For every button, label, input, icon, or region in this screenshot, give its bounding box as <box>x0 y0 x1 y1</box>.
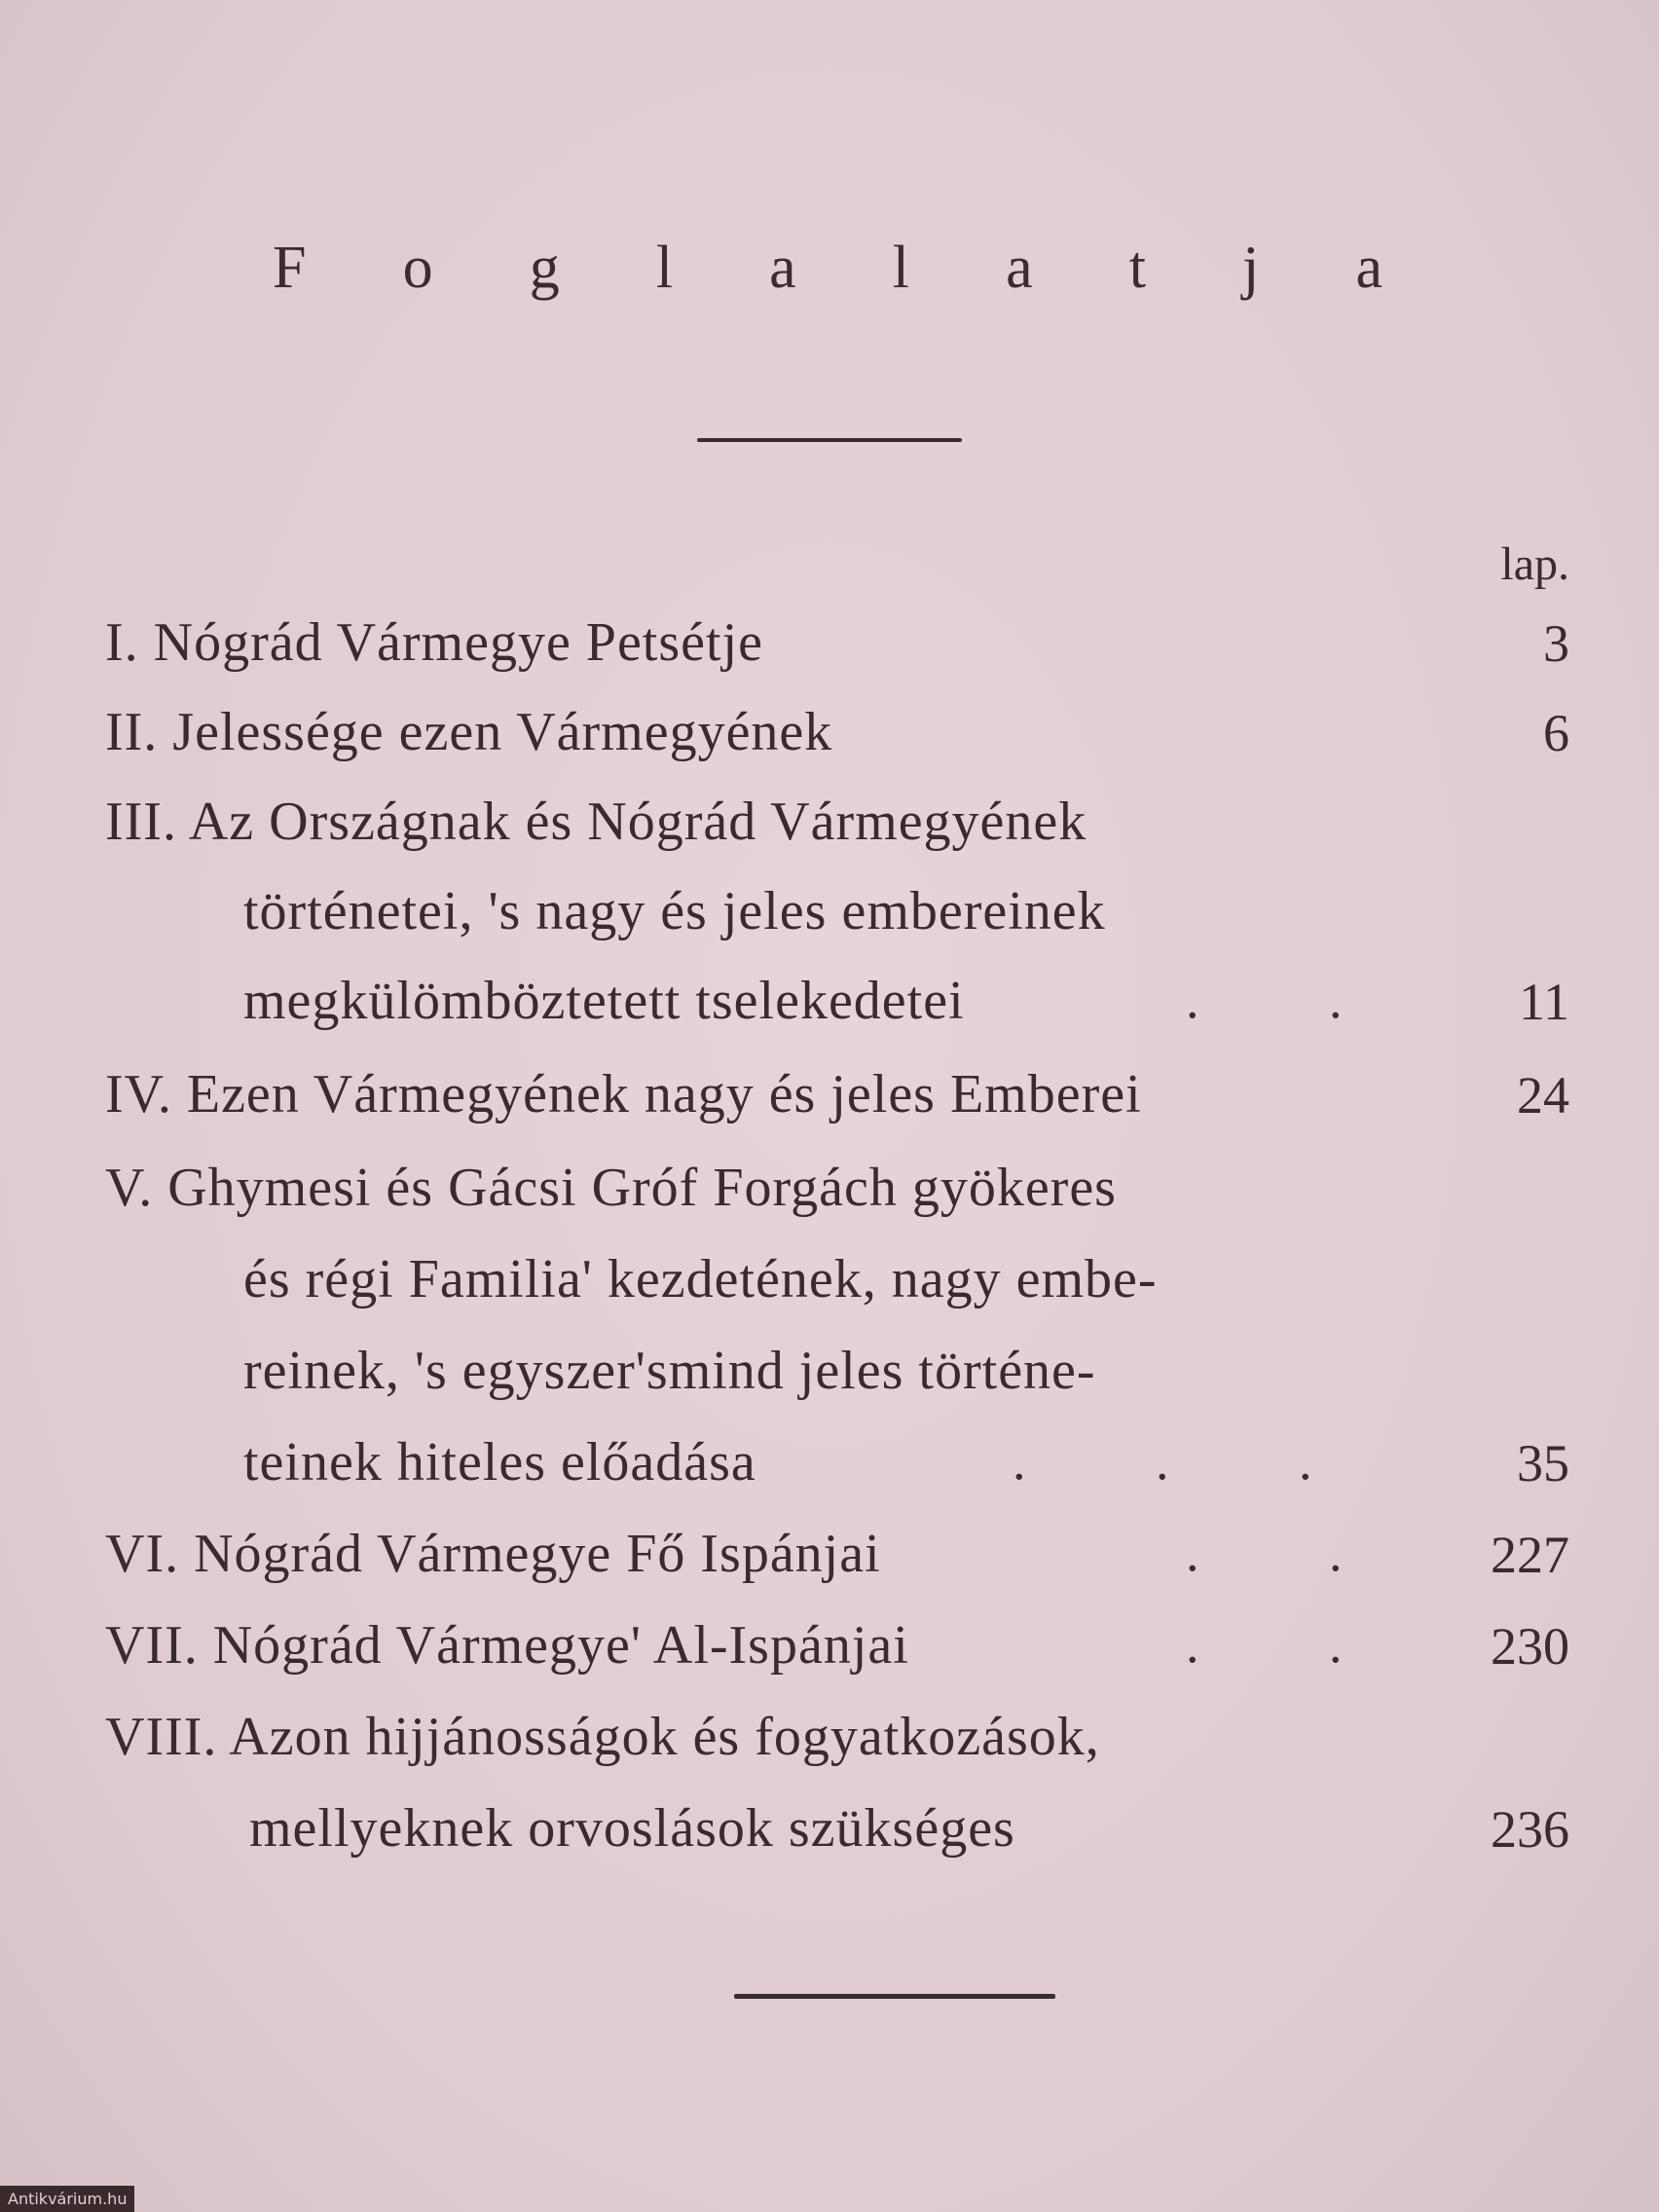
toc-entry-leader: . . <box>1186 971 1401 1029</box>
title-letter: F <box>273 235 307 301</box>
toc-entry-page: 11 <box>1519 973 1569 1031</box>
toc-entry-line: VIII. Azon hijjánosságok és fogyatkozások, <box>105 1707 1100 1767</box>
toc-entry-line: és régi Familia' kezdetének, nagy embe- <box>243 1249 1158 1309</box>
toc-entry-line: IV. Ezen Vármegyének nagy és jeles Emberei <box>105 1064 1142 1124</box>
watermark-label: Antikvárium.hu <box>0 2186 134 2212</box>
toc-entry-page: 24 <box>1517 1066 1569 1124</box>
toc-entry-page: 3 <box>1543 614 1569 673</box>
toc-entry-leader: . . . <box>1013 1432 1371 1491</box>
title-letter: a <box>769 235 796 301</box>
toc-entry-line: történetei, 's nagy és jeles embereinek <box>243 881 1106 941</box>
title-letter: t <box>1128 235 1147 301</box>
toc-entry-page: 230 <box>1491 1617 1569 1676</box>
bottom-divider <box>734 1994 1055 1999</box>
toc-entry-leader: . . <box>1186 1524 1401 1582</box>
toc-entry-page: 227 <box>1491 1526 1569 1584</box>
title-letter: g <box>529 235 560 301</box>
page-column-header: lap. <box>1500 538 1569 590</box>
toc-entry-page: 6 <box>1543 704 1569 762</box>
toc-entry-line: VI. Nógrád Vármegye Fő Ispánjai <box>105 1524 881 1584</box>
toc-entry-page: 35 <box>1517 1434 1569 1493</box>
title-letter: a <box>1355 235 1382 301</box>
title-letter: l <box>655 235 674 301</box>
toc-entry-line: V. Ghymesi és Gácsi Gróf Forgách gyökeres <box>105 1158 1117 1218</box>
toc-entry-line: teinek hiteles előadása <box>243 1432 756 1493</box>
title-letter: o <box>402 235 433 301</box>
toc-entry-leader: . . <box>1186 1615 1401 1674</box>
title-letter: l <box>892 235 910 301</box>
toc-entry-line: I. Nógrád Vármegye Petsétje <box>105 612 763 673</box>
title-letter: a <box>1006 235 1033 301</box>
toc-entry-line: II. Jelessége ezen Vármegyének <box>105 702 833 762</box>
toc-entry-line: mellyeknek orvoslások szükséges <box>249 1798 1015 1859</box>
toc-entry-line: megkülömböztetett tselekedetei <box>243 971 965 1031</box>
top-divider <box>697 438 962 442</box>
page-title <box>273 234 1382 303</box>
toc-entry-line: III. Az Országnak és Nógrád Vármegyének <box>105 792 1088 852</box>
toc-entry-line: VII. Nógrád Vármegye' Al-Ispánjai <box>105 1615 909 1676</box>
toc-entry-page: 236 <box>1491 1800 1569 1859</box>
title-letter: j <box>1242 235 1260 301</box>
toc-entry-line: reinek, 's egyszer'smind jeles történe- <box>243 1341 1096 1401</box>
